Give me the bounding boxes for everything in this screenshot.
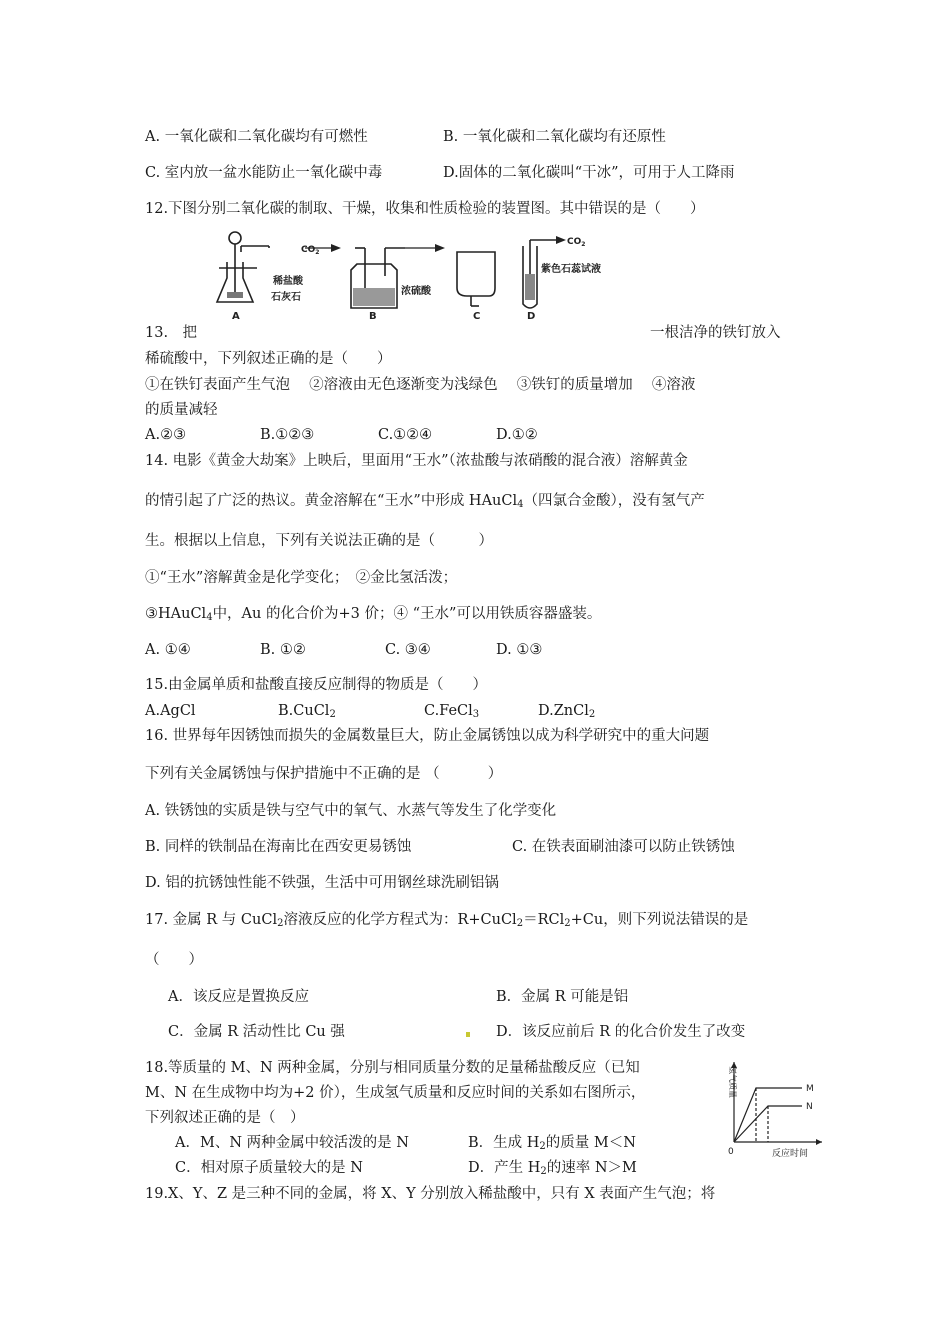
y-axis-label: 氢气质量: [728, 1066, 737, 1098]
svg-text:CO2: $CO_2$: [567, 237, 586, 248]
q19-line-1: 19.X、Y、Z 是三种不同的金属，将 X、Y 分别放入稀盐酸中，只有 X 表面产生气泡；将: [145, 1186, 716, 1202]
series-m-label: M: [806, 1084, 814, 1094]
q15-stem: 15.由金属单质和盐酸直接反应制得的物质是（ ）: [145, 677, 488, 693]
q11-option-b: B. 一氧化碳和二氧化碳均有还原性: [443, 129, 666, 145]
q13-option-d: D.①②: [496, 427, 538, 443]
q18-hydrogen-chart: [722, 1056, 832, 1160]
fig-litmus-label: 紫色石蕊试液: [541, 264, 601, 275]
q16-option-a: A. 铁锈蚀的实质是铁与空气中的氧气、水蒸气等发生了化学变化: [145, 803, 557, 819]
q12-stem: 12.下图分别二氧化碳的制取、干燥，收集和性质检验的装置图。其中错误的是（ ）: [145, 201, 705, 217]
q16-option-b: B. 同样的铁制品在海南比在西安更易锈蚀: [145, 839, 412, 855]
q17-paren: （ ）: [145, 952, 203, 968]
q14-line-1: 14. 电影《黄金大劫案》上映后，里面用“王水”（浓盐酸与浓硝酸的混合液）溶解黄金: [145, 453, 688, 469]
q14-line-5: ③HAuCl$_4$中，Au 的化合价为+3 价；④ “王水”可以用铁质容器盛装。: [145, 606, 602, 623]
fig-label-d: D: [527, 311, 536, 322]
q11-option-d: D.固体的二氧化碳叫“干冰”，可用于人工降雨: [443, 165, 735, 181]
fig-label-a: A: [232, 311, 240, 322]
fig-limestone-label: 石灰石: [271, 292, 301, 303]
decorative-dot: [466, 1032, 470, 1037]
q12-apparatus-figure: [205, 226, 645, 322]
q17-option-a: A．该反应是置换反应: [168, 989, 309, 1005]
fig-label-c: C: [473, 311, 481, 322]
fig-sulfuric-label: 浓硫酸: [401, 286, 431, 297]
fig-acid-label: 稀盐酸: [273, 276, 303, 287]
q14-line-3: 生。根据以上信息，下列有关说法正确的是（ ）: [145, 533, 493, 549]
q13-number: 13. 把: [145, 325, 198, 341]
q18-option-b: B．生成 $H_2$的质量 M＜N: [468, 1135, 636, 1152]
x-axis-label: 反应时间: [772, 1149, 809, 1159]
series-n-label: N: [806, 1102, 813, 1112]
q14-option-a: A. ①④: [145, 642, 191, 658]
q18-option-c: C．相对原子质量较大的是 N: [175, 1160, 363, 1176]
q18-option-a: A．M、N 两种金属中较活泼的是 N: [175, 1135, 409, 1151]
q15-option-d: D.ZnCl$_2$: [538, 703, 596, 720]
q18-line-1: 18.等质量的 M、N 两种金属，分别与相同质量分数的足量稀盐酸反应（已知: [145, 1060, 640, 1076]
q13-option-a: A.②③: [145, 427, 187, 443]
fig-co2-label-1: CO: [301, 245, 316, 255]
origin-label: 0: [728, 1147, 734, 1157]
q15-option-b: B.CuCl$_2$: [278, 703, 336, 720]
q14-option-c: C. ③④: [385, 642, 431, 658]
q14-option-b: B. ①②: [260, 642, 306, 658]
q17-option-d: D．该反应前后 R 的化合价发生了改变: [496, 1024, 746, 1040]
q13-line-4: 的质量减轻: [145, 402, 218, 418]
q14-option-d: D. ①③: [496, 642, 543, 658]
svg-text:CO2: $CO_2$: [301, 245, 320, 256]
q16-option-c: C. 在铁表面刷油漆可以防止铁锈蚀: [512, 839, 735, 855]
q13-option-b: B.①②③: [260, 427, 315, 443]
q11-option-a: A. 一氧化碳和二氧化碳均有可燃性: [145, 129, 368, 145]
q18-line-3: 下列叙述正确的是（ ）: [145, 1110, 305, 1126]
fig-co2-label-2: CO: [567, 237, 582, 247]
q16-line-1: 16. 世界每年因锈蚀而损失的金属数量巨大，防止金属锈蚀以成为科学研究中的重大问题: [145, 728, 710, 744]
q16-option-d: D. 铝的抗锈蚀性能不铁强，生活中可用钢丝球洗刷铝锅: [145, 875, 499, 891]
q13-line-3: ①在铁钉表面产生气泡 ②溶液由无色逐渐变为浅绿色 ③铁钉的质量增加 ④溶液: [145, 377, 696, 393]
q14-line-2: 的情引起了广泛的热议。黄金溶解在“王水”中形成 HAuCl$_4$（四氯合金酸），没有氢气产: [145, 493, 705, 510]
q13-tail: 一根洁净的铁钉放入: [650, 325, 781, 341]
q17-option-b: B．金属 R 可能是铝: [496, 989, 629, 1005]
q18-line-2: M、N 在生成物中均为+2 价），生成氢气质量和反应时间的关系如右图所示，: [145, 1085, 646, 1101]
q15-option-c: C.FeCl$_3$: [424, 703, 480, 720]
q17-line-1: 17. 金属 R 与 CuCl$_2$溶液反应的化学方程式为：R+CuCl$_2$＝RCl$_2$+Cu，则下列说法错误的是: [145, 912, 749, 929]
q16-line-2: 下列有关金属锈蚀与保护措施中不正确的是 （ ）: [145, 766, 503, 782]
q11-option-c: C. 室内放一盆水能防止一氧化碳中毒: [145, 165, 383, 181]
q14-line-4: ①“王水”溶解黄金是化学变化； ②金比氢活泼；: [145, 570, 458, 586]
q18-option-d: D．产生 $H_2$的速率 N＞M: [468, 1160, 637, 1177]
fig-label-b: B: [369, 311, 377, 322]
q15-option-a: A.AgCl: [145, 703, 196, 719]
q17-option-c: C．金属 R 活动性比 Cu 强: [168, 1024, 345, 1040]
q13-line-2: 稀硫酸中，下列叙述正确的是（ ）: [145, 351, 392, 367]
q13-option-c: C.①②④: [378, 427, 433, 443]
